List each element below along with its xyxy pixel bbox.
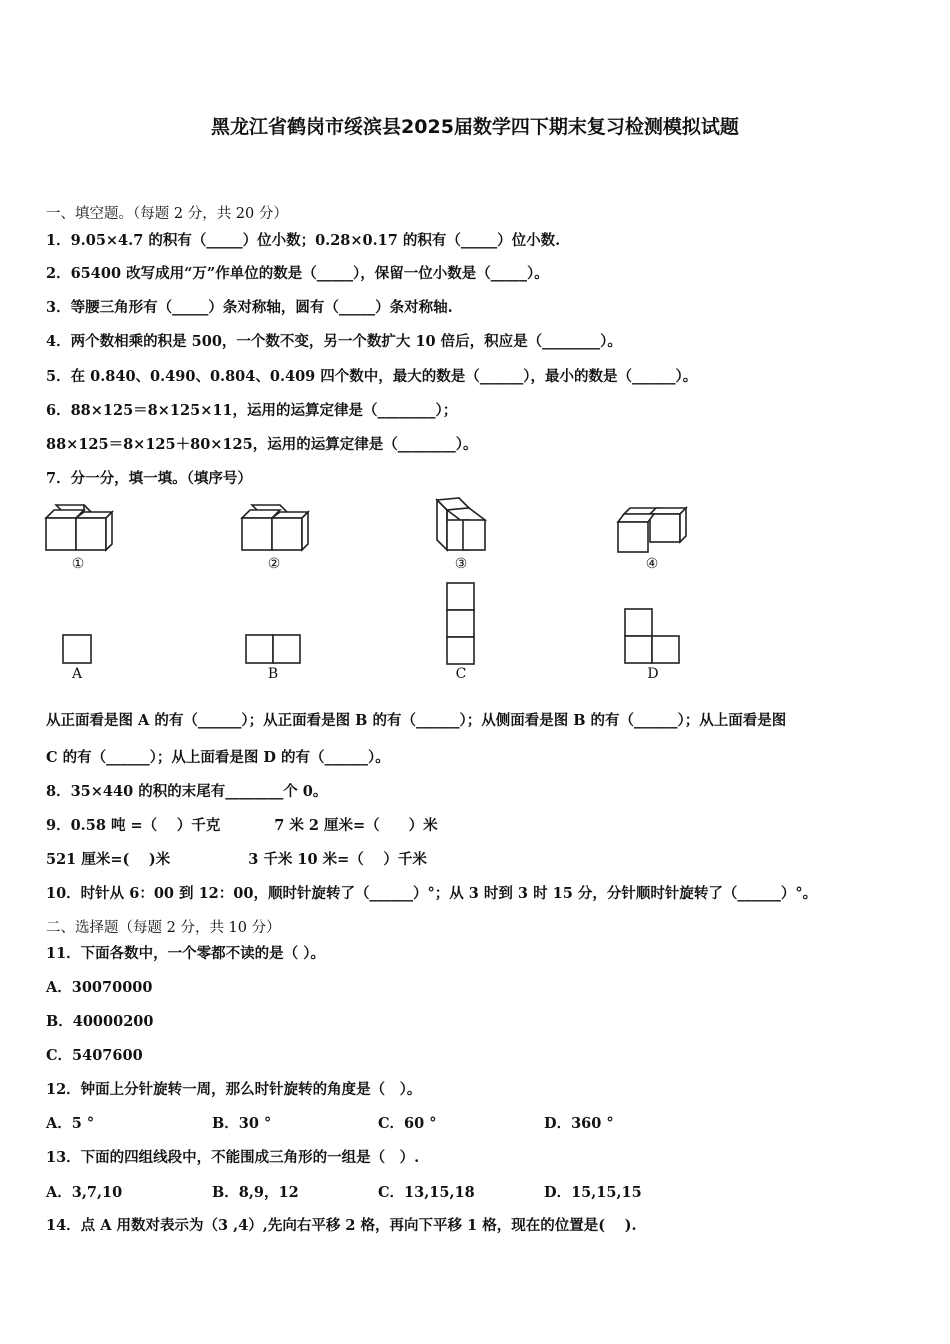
figure-label-3: ③ [454, 556, 468, 572]
question-6a: 6．88×125＝8×125×11，运用的运算定律是（________）； [46, 402, 458, 419]
question-7-text-2: C 的有（______）；从上面看是图 D 的有（______）。 [46, 749, 390, 766]
view-figure-a [62, 634, 94, 666]
question-9-row-2 [46, 848, 427, 869]
question-11: 11．下面各数中，一个零都不读的是（ ）。 [46, 945, 325, 962]
question-9c: 521 厘米=( )米 [46, 851, 171, 868]
question-4: 4．两个数相乘的积是 500，一个数不变，另一个数扩大 10 倍后，积应是（________）。 [46, 333, 622, 350]
q13-option-c[interactable]: C．13,15,18 [378, 1184, 475, 1201]
view-label-b: B [267, 666, 279, 682]
figure-label-2: ② [267, 556, 281, 572]
q11-option-c[interactable]: C．5407600 [46, 1047, 143, 1064]
view-figure-b [245, 634, 303, 666]
view-figure-d [624, 608, 682, 666]
q12-option-c[interactable]: C．60 ° [378, 1115, 437, 1132]
cube-figure-3 [433, 496, 493, 554]
page-title: 黑龙江省鹤岗市绥滨县2025届数学四下期末复习检测模拟试题 [211, 116, 739, 138]
cube-figure-4 [614, 506, 690, 554]
question-9-row-1 [46, 814, 438, 835]
question-9a: 9．0.58 吨 =（ ）千克 [46, 817, 221, 834]
figure-label-4: ④ [645, 556, 659, 572]
view-label-d: D [647, 666, 659, 682]
q13-options [46, 1181, 642, 1202]
section-heading-choice: 二、选择题（每题 2 分，共 10 分） [46, 920, 281, 936]
question-14: 14．点 A 用数对表示为（3 ,4）,先向右平移 2 格，再向下平移 1 格，现在的位置是( ). [46, 1217, 637, 1234]
q12-option-d[interactable]: D．360 ° [544, 1115, 614, 1132]
q12-option-a[interactable]: A．5 ° [46, 1115, 95, 1132]
view-label-c: C [455, 666, 467, 682]
question-9d: 3 千米 10 米=（ ）千米 [248, 851, 427, 868]
q13-option-a[interactable]: A．3,7,10 [46, 1184, 123, 1201]
question-8: 8．35×440 的积的末尾有________个 0。 [46, 783, 328, 800]
question-10: 10．时针从 6：00 到 12：00，顺时针旋转了（______）°；从 3 时到 3 时 15 分，分针顺时针旋转了（______）°。 [46, 885, 818, 902]
section-heading-fill-blank: 一、填空题。（每题 2 分，共 20 分） [46, 206, 288, 222]
question-3: 3．等腰三角形有（_____）条对称轴，圆有（_____）条对称轴. [46, 299, 453, 316]
question-13: 13．下面的四组线段中，不能围成三角形的一组是（ ）. [46, 1149, 420, 1166]
question-12: 12．钟面上分针旋转一周，那么时针旋转的角度是（ ）。 [46, 1081, 422, 1098]
question-7-text-1: 从正面看是图 A 的有（______）；从正面看是图 B 的有（______）；从侧面看是图 B 的有（______）；从上面看是图 [46, 712, 787, 729]
question-9b: 7 米 2 厘米=（ ）米 [274, 817, 438, 834]
figure-label-1: ① [71, 556, 85, 572]
q12-options [46, 1112, 614, 1133]
question-6b: 88×125＝8×125＋80×125，运用的运算定律是（________）。 [46, 436, 478, 453]
question-7: 7．分一分，填一填。（填序号） [46, 470, 252, 487]
question-1: 1．9.05×4.7 的积有（_____）位小数；0.28×0.17 的积有（_____）位小数. [46, 232, 561, 249]
question-5: 5．在 0.840、0.490、0.804、0.409 四个数中，最大的数是（______），最小的数是（______）。 [46, 368, 698, 385]
view-label-a: A [71, 666, 83, 682]
view-figure-c [446, 582, 478, 666]
cube-figure-1 [44, 504, 114, 554]
q12-option-b[interactable]: B．30 ° [212, 1115, 272, 1132]
q13-option-d[interactable]: D．15,15,15 [544, 1184, 642, 1201]
q11-option-a[interactable]: A．30070000 [46, 979, 153, 996]
q11-option-b[interactable]: B．40000200 [46, 1013, 154, 1030]
cube-figure-2 [240, 504, 310, 554]
question-2: 2．65400 改写成用“万”作单位的数是（_____），保留一位小数是（_____）。 [46, 265, 549, 282]
q13-option-b[interactable]: B．8,9，12 [212, 1184, 299, 1201]
